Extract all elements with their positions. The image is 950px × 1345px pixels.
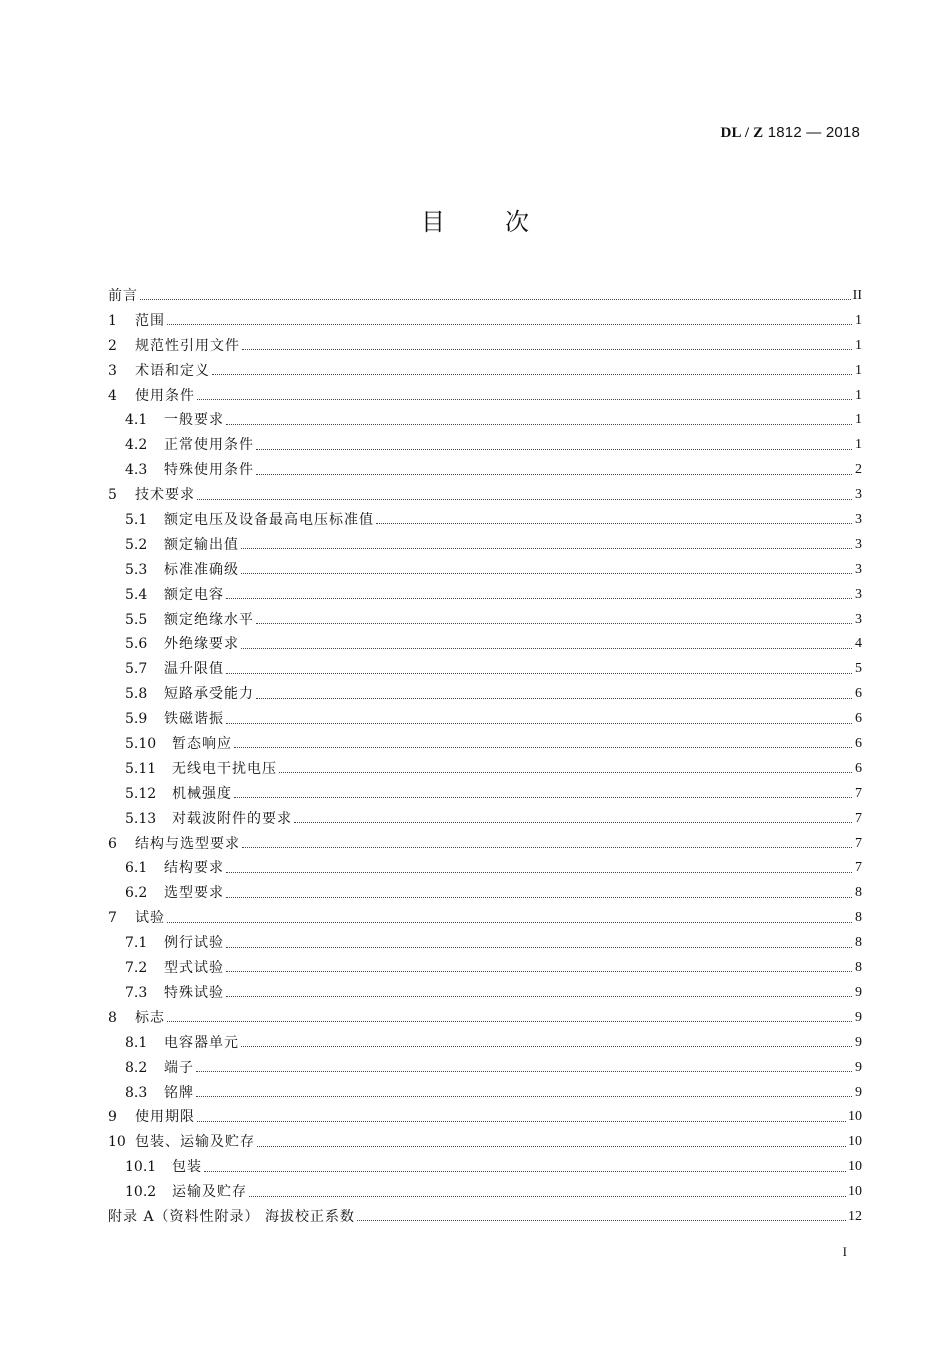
toc-entry-page: 9 [855,1009,862,1025]
toc-entry-title: 短路承受能力 [164,686,254,703]
toc-entry-title: 规范性引用文件 [135,337,240,354]
toc-entry-title: 外绝缘要求 [164,636,239,653]
dot-leader [140,298,851,300]
dot-leader [256,697,852,699]
toc-entry-title: 选型要求 [164,885,224,902]
toc-entry-number: 1 [108,312,117,329]
toc-entry-page: 9 [855,1084,862,1100]
dot-leader [242,846,852,848]
dot-leader [241,572,852,574]
toc-entry[interactable] [108,682,862,707]
toc-entry[interactable] [108,881,862,906]
page-number: I [842,1244,847,1259]
toc-entry-number: 5.2 [125,536,148,553]
toc-entry[interactable] [108,384,862,409]
toc-entry-title: 型式试验 [164,960,224,977]
dot-leader [197,1120,846,1122]
dot-leader [226,896,852,898]
toc-entry-page: 10 [848,1109,862,1125]
toc-entry[interactable] [108,1006,862,1031]
toc-entry-page: 9 [855,1034,862,1050]
toc-entry-number: 7.2 [125,960,148,977]
dot-leader [279,771,852,773]
dot-leader [256,448,852,450]
toc-entry-number: 10.2 [125,1184,157,1201]
dot-leader [212,373,852,375]
toc-entry-number: 5.5 [125,611,148,628]
toc-entry[interactable] [108,807,862,832]
toc-entry-page: 7 [855,810,862,826]
toc-entry[interactable] [108,1081,862,1106]
toc-entry[interactable] [108,757,862,782]
standard-code-prefix: DL / Z [720,125,764,141]
dot-leader [197,398,852,400]
toc-entry[interactable] [108,707,862,732]
toc-entry-page: 6 [855,686,862,702]
toc-entry[interactable] [108,782,862,807]
dot-leader [294,821,852,823]
toc-entry-page: 7 [855,860,862,876]
dot-leader [226,946,852,948]
toc-entry-number: 6.1 [125,860,148,877]
toc-entry[interactable] [108,1155,862,1180]
toc-entry-page: 9 [855,984,862,1000]
toc-entry-page: 6 [855,736,862,752]
dot-leader [204,1170,846,1172]
toc-entry[interactable] [108,956,862,981]
toc-entry-page: 7 [855,785,862,801]
toc-entry-title: 额定电容 [164,586,224,603]
dot-leader [226,597,852,599]
toc-entry[interactable] [108,284,862,309]
toc-entry-title: 前言 [108,288,138,304]
toc-entry-page: 6 [855,760,862,776]
toc-entry-page: 3 [855,586,862,602]
toc-entry-title: 术语和定义 [135,362,210,379]
toc-entry-title: 额定输出值 [164,536,239,553]
dot-leader [167,323,852,325]
toc-entry-title: 铁磁谐振 [164,711,224,728]
toc-entry-page: 1 [855,312,862,328]
toc-entry-title: 结构与选型要求 [135,835,240,852]
toc-entry[interactable] [108,981,862,1006]
toc-entry[interactable] [108,309,862,334]
toc-entry[interactable] [108,458,862,483]
toc-entry[interactable] [108,856,862,881]
toc-entry-title: 电容器单元 [164,1034,239,1051]
dot-leader [226,722,852,724]
toc-entry-title: 运输及贮存 [172,1184,247,1201]
toc-entry-number: 8.1 [125,1034,148,1051]
toc-entry-title: 铭牌 [164,1084,194,1101]
toc-entry-number: 5.13 [125,810,157,827]
toc-entry-number: 4.3 [125,462,148,479]
toc-entry-number: 8.3 [125,1084,148,1101]
dot-leader [242,348,852,350]
toc-entry-number: 6 [108,835,117,852]
toc-entry-page: 2 [855,462,862,478]
dot-leader [257,1145,846,1147]
dot-leader [226,871,852,873]
toc-entry[interactable] [108,1105,862,1130]
toc-entry[interactable] [108,1056,862,1081]
toc-entry-number: 7 [108,910,117,927]
dot-leader [241,547,852,549]
toc-entry-title: 范围 [135,312,165,329]
toc-entry-number: 10.1 [125,1159,157,1176]
toc-entry-title: 使用条件 [135,387,195,404]
dot-leader [196,1070,852,1072]
toc-entry-title: 温升限值 [164,661,224,678]
dot-leader [167,921,852,923]
toc-entry-page: 8 [855,935,862,951]
toc-entry-title: 暂态响应 [172,736,232,753]
toc-entry-number: 8 [108,1009,117,1026]
toc-entry-title: 一般要求 [164,412,224,429]
toc-entry-number: 5.11 [125,760,157,777]
toc-entry[interactable] [108,931,862,956]
dot-leader [241,1045,852,1047]
toc-entry-page: 3 [855,487,862,503]
toc-entry-page: 9 [855,1059,862,1075]
toc-entry-number: 4.1 [125,412,148,429]
toc-entry-title: 对载波附件的要求 [172,810,292,827]
toc-entry-title: 技术要求 [135,487,195,504]
toc-entry-title: 结构要求 [164,860,224,877]
toc-entry[interactable] [108,1180,862,1205]
toc-entry-title: 特殊试验 [164,984,224,1001]
page-title: 目次 [421,208,589,236]
toc-entry-title: 例行试验 [164,935,224,952]
toc-entry-title: 附录 A（资料性附录） 海拔校正系数 [108,1208,356,1225]
dot-leader [256,473,852,475]
toc-entry[interactable] [108,608,862,633]
dot-leader [167,1020,852,1022]
dot-leader [226,672,852,674]
toc-entry[interactable] [108,558,862,583]
toc-entry-page: 1 [855,387,862,403]
toc-entry[interactable] [108,483,862,508]
toc-entry-page: 12 [848,1208,862,1224]
toc-entry[interactable] [108,832,862,857]
toc-entry-title: 包装、运输及贮存 [135,1134,255,1151]
toc-entry-number: 4 [108,387,117,404]
toc-entry-page: 3 [855,512,862,528]
toc-entry-number: 3 [108,362,117,379]
toc-entry-page: 5 [855,661,862,677]
dot-leader [234,746,852,748]
toc-entry-title: 试验 [135,910,165,927]
dot-leader [249,1195,846,1197]
toc-entry-number: 4.2 [125,437,148,454]
dot-leader [196,1095,852,1097]
toc-entry-title: 额定电压及设备最高电压标准值 [164,512,374,529]
toc-entry-page: 1 [855,337,862,353]
toc-entry-number: 7.3 [125,984,148,1001]
dot-leader [226,995,852,997]
toc-entry-page: 8 [855,885,862,901]
toc-entry-page: 1 [855,437,862,453]
toc-entry-page: 3 [855,536,862,552]
toc-entry-number: 5.3 [125,561,148,578]
toc-entry-number: 5.10 [125,736,157,753]
toc-entry-number: 2 [108,337,117,354]
toc-entry-number: 5.8 [125,686,148,703]
toc-entry-number: 9 [108,1109,117,1126]
toc-entry-number: 5.6 [125,636,148,653]
toc-entry-title: 标准准确级 [164,561,239,578]
toc-entry-title: 无线电干扰电压 [172,760,277,777]
standard-code [720,124,860,142]
toc-entry-page: 6 [855,711,862,727]
toc-entry-page: 7 [855,835,862,851]
toc-entry[interactable] [108,657,862,682]
toc-entry-page: 3 [855,561,862,577]
toc-entry[interactable] [108,1130,862,1155]
toc-entry[interactable] [108,632,862,657]
toc-entry[interactable] [108,433,862,458]
dot-leader [234,796,852,798]
toc-entry-title: 端子 [164,1059,194,1076]
toc-entry[interactable] [108,583,862,608]
toc-entry-number: 6.2 [125,885,148,902]
toc-entry[interactable] [108,1031,862,1056]
toc-entry-page: 8 [855,960,862,976]
toc-entry-title: 使用期限 [135,1109,195,1126]
toc-entry-page: 3 [855,611,862,627]
dot-leader [256,622,852,624]
toc-entry[interactable] [108,508,862,533]
toc-entry[interactable] [108,1205,862,1230]
toc-entry-title: 标志 [135,1009,165,1026]
toc-entry-title: 正常使用条件 [164,437,254,454]
toc-entry-page: II [852,288,862,303]
toc-entry-page: 8 [855,910,862,926]
toc-entry-page: 1 [855,362,862,378]
toc-entry-number: 5.4 [125,586,148,603]
toc-entry[interactable] [108,359,862,384]
dot-leader [226,423,852,425]
dot-leader [226,970,852,972]
dot-leader [241,647,852,649]
toc-entry-number: 5.1 [125,512,148,529]
toc-entry-page: 10 [848,1134,862,1150]
dot-leader [376,522,852,524]
toc-entry-title: 特殊使用条件 [164,462,254,479]
toc-entry-number: 5 [108,487,117,504]
toc-entry-number: 8.2 [125,1059,148,1076]
dot-leader [357,1219,846,1221]
toc-entry-page: 10 [848,1159,862,1175]
toc-entry[interactable] [108,408,862,433]
dot-leader [197,498,852,500]
toc-entry-title: 机械强度 [172,785,232,802]
toc-entry-number: 5.12 [125,785,157,802]
toc-entry-title: 包装 [172,1159,202,1176]
toc-entry[interactable] [108,533,862,558]
toc-entry-number: 5.7 [125,661,148,678]
toc-entry-page: 10 [848,1184,862,1200]
toc-entry[interactable] [108,732,862,757]
toc-entry-number: 5.9 [125,711,148,728]
toc-entry-page: 1 [855,412,862,428]
toc-entry-number: 10 [108,1134,126,1151]
toc-entry[interactable] [108,906,862,931]
toc-entry-number: 7.1 [125,935,148,952]
toc-entry[interactable] [108,334,862,359]
table-of-contents [108,284,862,1230]
toc-entry-page: 4 [855,636,862,652]
toc-entry-title: 额定绝缘水平 [164,611,254,628]
standard-code-number: 1812 — 2018 [763,124,860,141]
